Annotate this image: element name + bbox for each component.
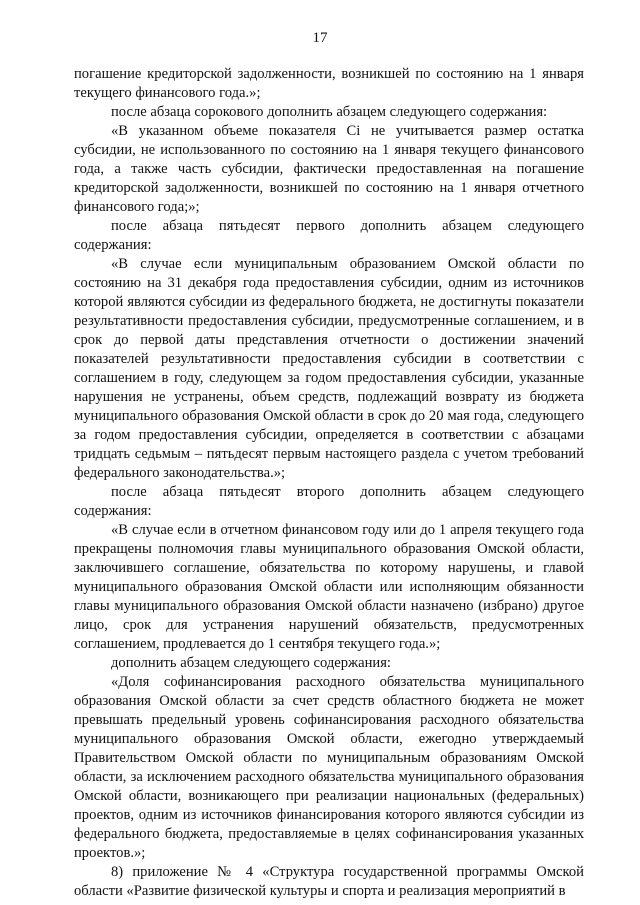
- paragraph: «В случае если муниципальным образованием Омской области по состоянию на 31 декабря года предоставления субсидии, одним из источников которой являются субсидии из федерального бюджета, не достигнуты показатели результативности предоставления субсидии, предусмотренные соглашением, и в срок до первой даты представления отчетности о достижении значений показателей результативности предоставления субсидии в соответствии с соглашением в году, следующем за годом предоставления субсидии, указанные нарушения не устранены, объем средств, подлежащий возврату из бюджета муниципального образования Омской области в срок до 20 мая года, следующего за годом предоставления субсидии, определяется в соответствии с абзацами тридцать седьмым – пятьдесят первым настоящего раздела с учетом требований федерального законодательства.»;: [74, 256, 584, 481]
- paragraph: погашение кредиторской задолженности, возникшей по состоянию на 1 января текущего финансового года.»;: [74, 66, 584, 101]
- paragraph: после абзаца сорокового дополнить абзацем следующего содержания:: [111, 104, 548, 120]
- paragraph: дополнить абзацем следующего содержания:: [111, 655, 391, 671]
- document-body: [74, 65, 584, 901]
- paragraph: «Доля софинансирования расходного обязательства муниципального образования Омской области за счет средств областного бюджета не может превышать предельный уровень софинансирования расходного обязательства муниципального образования Омской области, ежегодно утверждаемый Правительством Омской области по муниципальным образованиям Омской области, за исключением расходного обязательства муниципального образования Омской области, возникающего при реализации национальных (федеральных) проектов, одним из источников финансирования которого являются субсидии из федерального бюджета, предоставляемые в целях софинансирования указанных проектов.»;: [74, 674, 584, 861]
- paragraph: после абзаца пятьдесят второго дополнить абзацем следующего содержания:: [74, 484, 584, 519]
- paragraph: «В случае если в отчетном финансовом году или до 1 апреля текущего года прекращены полномочия главы муниципального образования Омской области, заключившего соглашение, обязательства по которому нарушены, и главой муниципального образования Омской области или исполняющим обязанности главы муниципального образования Омской области назначено (избрано) другое лицо, срок для устранения нарушений обязательств, предусмотренных соглашением, продлевается до 1 сентября текущего года.»;: [74, 522, 584, 652]
- paragraph: после абзаца пятьдесят первого дополнить абзацем следующего содержания:: [74, 218, 584, 253]
- page-number: 17: [312, 30, 328, 46]
- paragraph: «В указанном объеме показателя Ci не учитывается размер остатка субсидии, не использованного по состоянию на 1 января текущего финансового года, а также часть субсидии, фактически предоставленная на погашение кредиторской задолженности, возникшей по состоянию на 1 января отчетного финансового года;»;: [74, 123, 584, 215]
- paragraph: 8) приложение № 4 «Структура государственной программы Омской области «Развитие физической культуры и спорта и реализация мероприятий в: [74, 864, 584, 899]
